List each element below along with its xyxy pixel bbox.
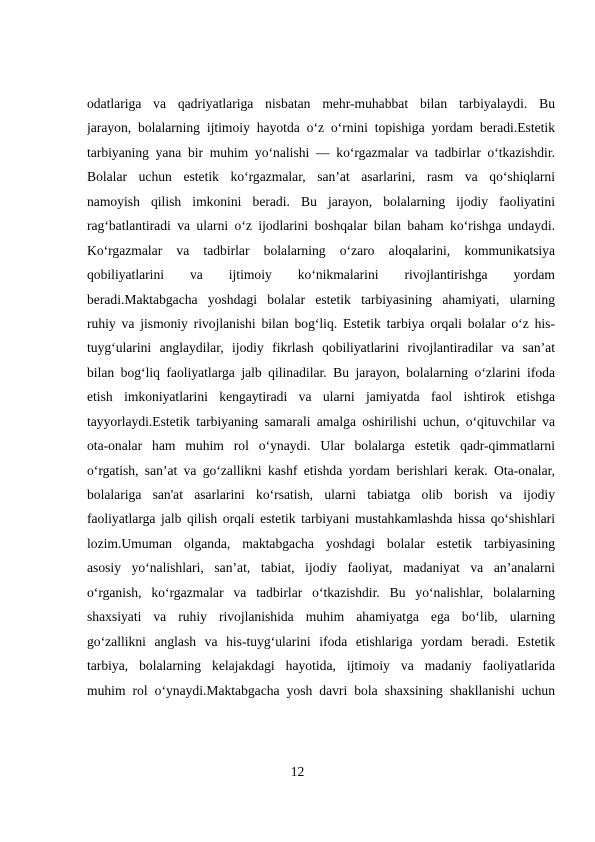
text-line: asosiy yo‘nalishlari, san’at, tabiat, ijodiy faoliyat, madaniyat va an’analarni — [87, 560, 555, 576]
text-line: Ko‘rgazmalar va tadbirlar bolalarning o‘zaro aloqalarini, kommunikatsiya — [87, 242, 555, 258]
text-line: bolalariga san'at asarlarini ko‘rsatish, ularni tabiatga olib borish va ijodiy — [87, 487, 555, 502]
text-line: tuyg‘ularini anglaydilar, ijodiy fikrlash qobiliyatlarini rivojlantiradilar va san’at — [87, 340, 555, 356]
text-line: shaxsiyati va ruhiy rivojlanishida muhim ahamiyatga ega bo‘lib, ularning — [87, 609, 555, 625]
text-line: ota-onalar ham muhim rol o‘ynaydi. Ular bolalarga estetik qadr-qimmatlarni — [87, 438, 555, 454]
text-line: muhim rol o‘ynaydi.Maktabgacha yosh davri bola shaxsining shakllanishi uchun — [87, 682, 555, 698]
text-line: bilan bog‘liq faoliyatlarga jalb qilinadilar. Bu jarayon, bolalarning o‘zlarini ifoda — [87, 364, 555, 380]
text-line: odatlariga va qadriyatlariga nisbatan mehr-muhabbat bilan tarbiyalaydi. Bu — [87, 96, 555, 111]
text-line: ruhiy va jismoniy rivojlanishi bilan bog‘liq. Estetik tarbiya orqali bolalar o‘z his- — [87, 315, 555, 331]
text-line: o‘rganish, ko‘rgazmalar va tadbirlar o‘tkazishdir. Bu yo‘nalishlar, bolalarning — [87, 584, 555, 600]
text-line: beradi.Maktabgacha yoshdagi bolalar estetik tarbiyasining ahamiyati, ularning — [87, 291, 555, 307]
text-line: faoliyatlarga jalb qilish orqali estetik tarbiyani mustahkamlashda hissa qo‘shishlari — [87, 511, 555, 527]
text-line: tarbiyaning yana bir muhim yo‘nalishi — ko‘rgazmalar va tadbirlar o‘tkazishdir. — [87, 144, 555, 160]
text-line: namoyish qilish imkonini beradi. Bu jarayon, bolalarning ijodiy faoliyatini — [87, 193, 555, 209]
text-line: qobiliyatlarini va ijtimoiy ko‘nikmalarini rivojlantirishga yordam — [87, 267, 555, 283]
page-number: 12 — [290, 764, 305, 779]
text-line: tayyorlaydi.Estetik tarbiyaning samarali amalga oshirilishi uchun, o‘qituvchilar va — [87, 413, 555, 429]
body-text — [87, 92, 555, 703]
text-line: o‘rgatish, san’at va go‘zallikni kashf etishda yordam berishlari kerak. Ota-onalar, — [87, 462, 555, 478]
text-line: rag‘batlantiradi va ularni o‘z ijodlarini boshqalar bilan baham ko‘rishga undaydi. — [87, 218, 555, 234]
text-line: Bolalar uchun estetik ko‘rgazmalar, san’at asarlarini, rasm va qo‘shiqlarni — [87, 169, 555, 185]
text-line: lozim.Umuman olganda, maktabgacha yoshdagi bolalar estetik tarbiyasining — [87, 535, 555, 551]
text-line: etish imkoniyatlarini kengaytiradi va ularni jamiyatda faol ishtirok etishga — [87, 389, 555, 405]
text-line: tarbiya, bolalarning kelajakdagi hayotida, ijtimoiy va madaniy faoliyatlarida — [87, 658, 555, 674]
text-line: go‘zallikni anglash va his-tuyg‘ularini ifoda etishlariga yordam beradi. Estetik — [87, 633, 555, 649]
text-line: jarayon, bolalarning ijtimoiy hayotda o‘z o‘rnini topishiga yordam beradi.Estetik — [87, 120, 555, 136]
